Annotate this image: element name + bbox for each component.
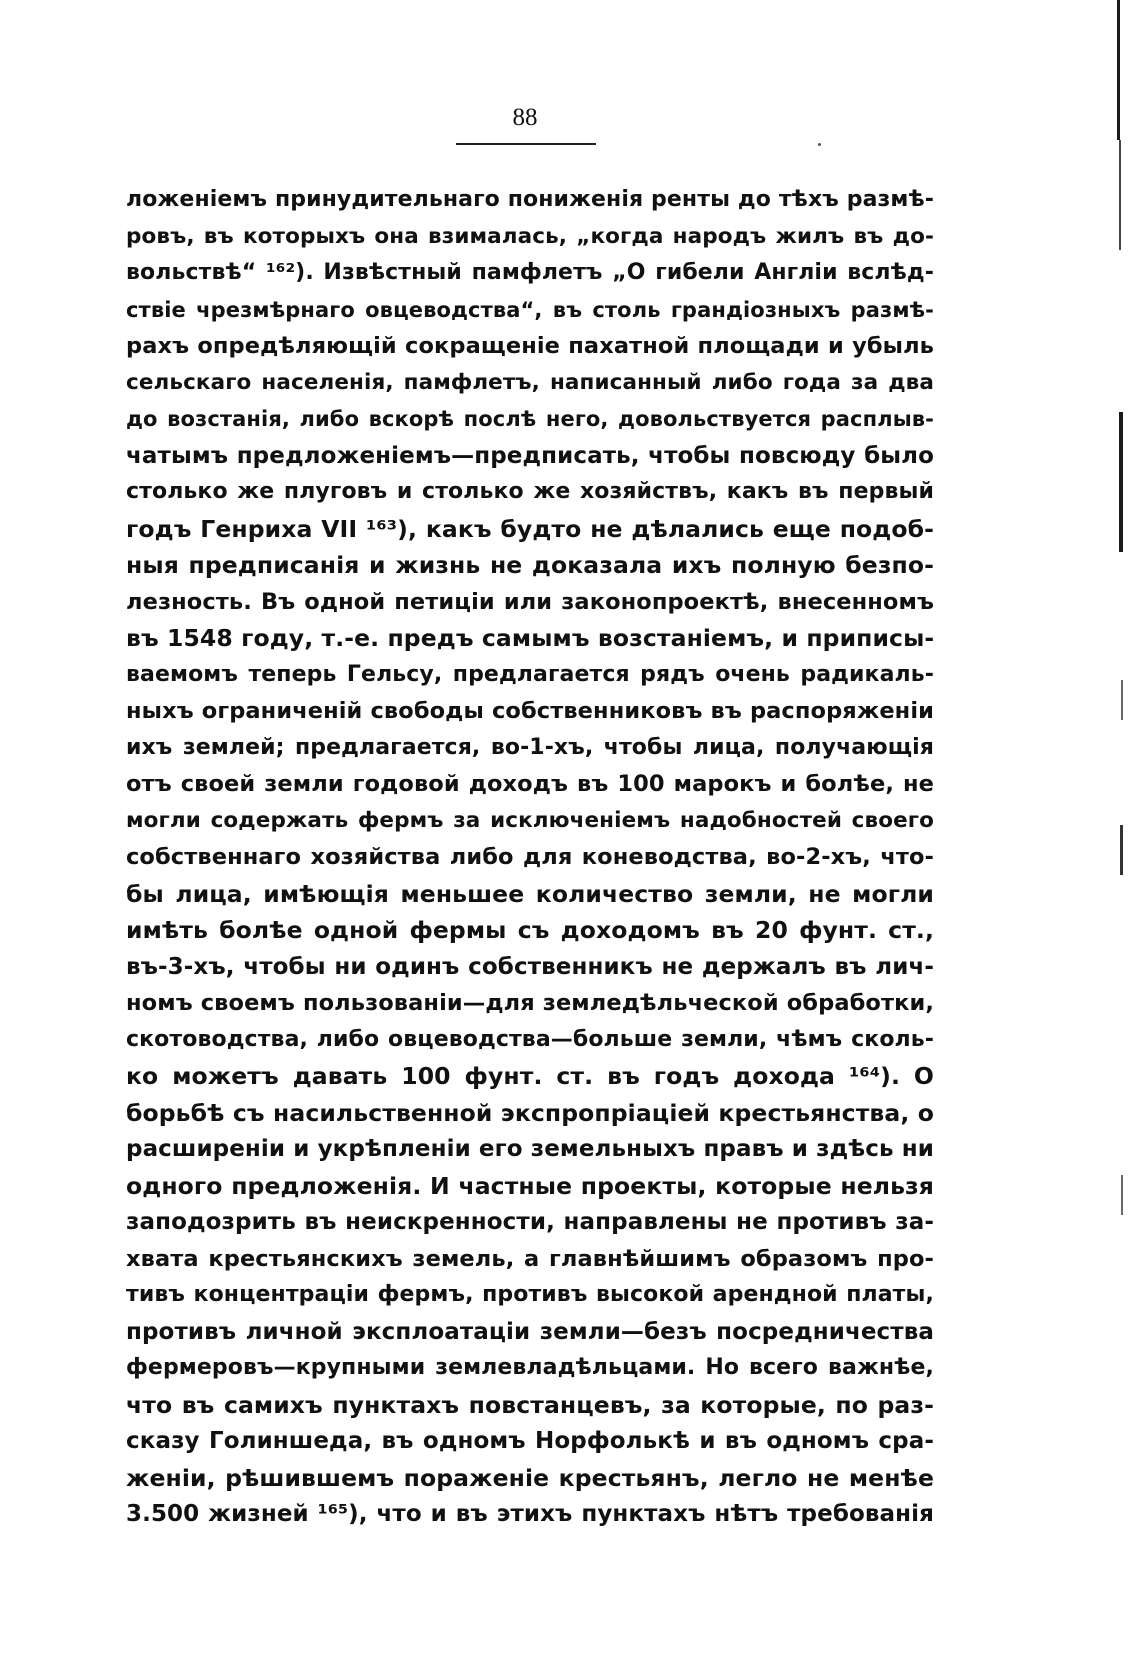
- text-line: расширеніи и укрѣпленіи его земельныхъ правъ и здѣсь ни: [126, 1136, 934, 1162]
- text-line: ныя предписанія и жизнь не доказала ихъ полную безпо-: [126, 551, 934, 579]
- scan-edge-mark: [1117, 0, 1120, 140]
- text-line: заподозрить въ неискренности, направлены не противъ за-: [126, 1209, 934, 1235]
- text-line: ствіе чрезмѣрнаго овцеводства“, въ столь грандіозныхъ размѣ-: [126, 297, 934, 322]
- scan-speck: [818, 143, 821, 146]
- text-line: сказу Голиншеда, въ одномъ Норфолькѣ и въ одномъ сра-: [126, 1428, 934, 1454]
- text-line: сельскаго населенія, памфлетъ, написанный либо года за два: [126, 369, 934, 395]
- scan-edge-mark: [1120, 825, 1123, 875]
- scan-edge-mark: [1119, 140, 1121, 250]
- scan-edge-mark: [1121, 680, 1123, 720]
- text-line: лезность. Въ одной петиціи или законопроектѣ, внесенномъ: [126, 588, 934, 615]
- text-line: могли содержать фермъ за исключеніемъ надобностей своего: [126, 807, 934, 833]
- text-line: въ-3-хъ, чтобы ни одинъ собственникъ не держалъ въ лич-: [126, 953, 934, 980]
- header-rule: [456, 143, 596, 145]
- text-line: ихъ землей; предлагается, во-1-хъ, чтобы лица, получающія: [126, 734, 934, 760]
- text-line: тивъ концентраціи фермъ, противъ высокой арендной платы,: [126, 1282, 934, 1307]
- text-line: ныхъ ограниченій свободы собственниковъ въ распоряженіи: [126, 698, 934, 724]
- text-line: скотоводства, либо овцеводства—больше земли, чѣмъ сколь-: [126, 1026, 934, 1052]
- text-line: отъ своей земли годовой доходъ въ 100 марокъ и болѣе, не: [126, 771, 934, 797]
- text-line: до возстанія, либо вскорѣ послѣ него, довольствуется расплыв-: [126, 407, 934, 431]
- text-line: женіи, рѣшившемъ пораженіе крестьянъ, легло не менѣе: [126, 1463, 934, 1492]
- text-line: вольствѣ“ ¹⁶²). Извѣстный памфлетъ „О гибели Англіи вслѣд-: [126, 260, 934, 285]
- text-line: противъ личной эксплоатаціи земли—безъ посредничества: [126, 1318, 934, 1345]
- text-line: номъ своемъ пользованіи—для земледѣльческой обработки,: [126, 990, 934, 1016]
- text-line: что въ самихъ пунктахъ повстанцевъ, за которые, по раз-: [126, 1390, 934, 1419]
- scan-edge-mark: [1119, 412, 1123, 552]
- text-line: ровъ, въ которыхъ она взималась, „когда народъ жилъ въ до-: [126, 223, 934, 249]
- scan-edge-mark: [1121, 1175, 1123, 1215]
- text-line: чатымъ предложеніемъ—предписать, чтобы повсюду было: [126, 442, 934, 469]
- body-text: [126, 182, 934, 1533]
- text-line: бы лица, имѣющія меньшее количество земли, не могли: [126, 879, 934, 908]
- text-line: годъ Генриха VII ¹⁶³), какъ будто не дѣлались еще подоб-: [126, 514, 934, 543]
- text-line: собственнаго хозяйства либо для коневодства, во-2-хъ, что-: [126, 844, 934, 870]
- text-line: одного предложенія. И частные проекты, которые нельзя: [126, 1171, 934, 1200]
- text-line: имѣть болѣе одной фермы съ доходомъ въ 20 фунт. ст.,: [126, 916, 934, 944]
- text-line: рахъ опредѣляющій сокращеніе пахатной площади и убыль: [126, 333, 934, 359]
- text-line: въ 1548 году, т.-е. предъ самымъ возстаніемъ, и приписы-: [126, 624, 935, 652]
- text-line: борьбѣ съ насильственной экспропріаціей крестьянства, о: [126, 1098, 934, 1127]
- text-line: ложеніемъ принудительнаго пониженія ренты до тѣхъ размѣ-: [126, 187, 934, 212]
- text-line: столько же плуговъ и столько же хозяйствъ, какъ въ первый: [126, 479, 934, 504]
- text-line: хвата крестьянскихъ земель, а главнѣйшимъ образомъ про-: [126, 1245, 934, 1272]
- text-line: фермеровъ—крупными землевладѣльцами. Но всего важнѣе,: [126, 1355, 934, 1380]
- text-line: ко можетъ давать 100 фунт. ст. въ годъ дохода ¹⁶⁴). О: [126, 1062, 934, 1090]
- text-line: 3.500 жизней ¹⁶⁵), что и въ этихъ пунктахъ нѣтъ требованія: [126, 1501, 934, 1527]
- page-number: 88: [512, 104, 538, 131]
- text-line: ваемомъ теперь Гельсу, предлагается рядъ очень радикаль-: [126, 661, 934, 687]
